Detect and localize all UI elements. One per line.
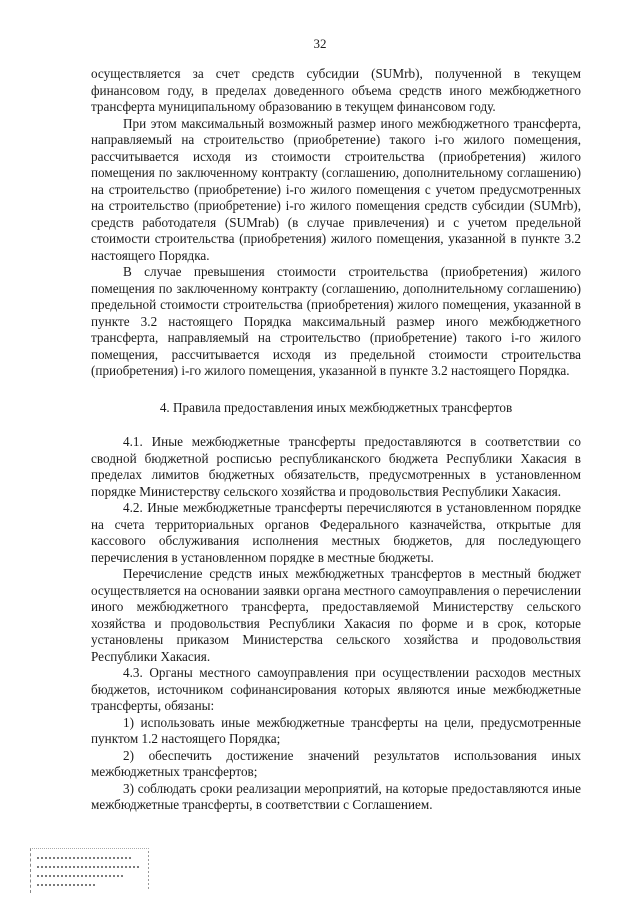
registration-stamp [30, 848, 149, 893]
paragraph: 4.1. Иные межбюджетные трансферты предоставляются в соответствии со сводной бюджетной росписью республиканского бюджета Республики Хакасия в пределах лимитов бюджетных обязательств, предусмотренных в установленном порядке Министерству сельского хозяйства и продовольствия Республики Хакасия. [91, 434, 581, 499]
list-item: 1) использовать иные межбюджетные трансферты на цели, предусмотренные пунктом 1.2 настоящего Порядка; [91, 714, 581, 746]
paragraph: 4.3. Органы местного самоуправления при осуществлении расходов местных бюджетов, источником софинансирования которых являются иные межбюджетные трансферты, обязаны: [91, 665, 581, 713]
list-item: 2) обеспечить достижение значений результатов использования иных межбюджетных трансфертов; [91, 747, 581, 779]
document-body [91, 66, 581, 814]
list-item: 3) соблюдать сроки реализации мероприятий, на которые предоставляются иные межбюджетные трансферты, в соответствии с Соглашением. [91, 780, 581, 812]
paragraph: осуществляется за счет средств субсидии (SUMrb), полученной в текущем финансовом году, в пределах доведенного объема средств иного межбюджетного трансферта муниципальному образованию в текущем финансовом году. [91, 66, 581, 114]
paragraph: Перечисление средств иных межбюджетных трансфертов в местный бюджет осуществляется на основании заявки органа местного самоуправления о перечислении иного межбюджетного трансферта, предоставляемой Министерству сельского хозяйства и продовольствия Республики Хакасия по форме и в срок, которые установлены приказом Министерства сельского хозяйства и продовольствия Республики Хакасия. [91, 566, 581, 664]
paragraph: В случае превышения стоимости строительства (приобретения) жилого помещения по заключенному контракту (соглашению, дополнительному соглашению) предельной стоимости строительства (приобретения) жилого помещения, указанной в пункте 3.2 настоящего Порядка максимальный размер иного межбюджетного трансферта, направляемый на строительство (приобретение) такого i-го жилого помещения, рассчитывается исходя из предельной стоимости строительства (приобретения) i-го жилого помещения, указанной в пункте 3.2 настоящего Порядка. [91, 264, 581, 378]
paragraph: При этом максимальный возможный размер иного межбюджетного трансферта, направляемый на строительство (приобретение) такого i-го жилого помещения, рассчитывается исходя из стоимости строительства (приобретения) жилого помещения по заключенному контракту (соглашению, дополнительному соглашению) на строительство (приобретение) i-го жилого помещения с учетом предусмотренных на строительство (приобретение) i-го жилого помещения средств субсидии (SUMrb), средств работодателя (SUMrab) (в случае привлечения) и с учетом предельной стоимости строительства (приобретения) жилого помещения, указанной в пункте 3.2 настоящего Порядка. [91, 115, 581, 263]
paragraph: 4.2. Иные межбюджетные трансферты перечисляются в установленном порядке на счета территориальных органов Федерального казначейства, открытые для кассового обслуживания исполнения местных бюджетов, для последующего перечисления в установленном порядке в местные бюджеты. [91, 500, 581, 565]
section-heading: 4. Правила предоставления иных межбюджетных трансфертов [159, 399, 513, 415]
page-number: 32 [313, 36, 327, 51]
